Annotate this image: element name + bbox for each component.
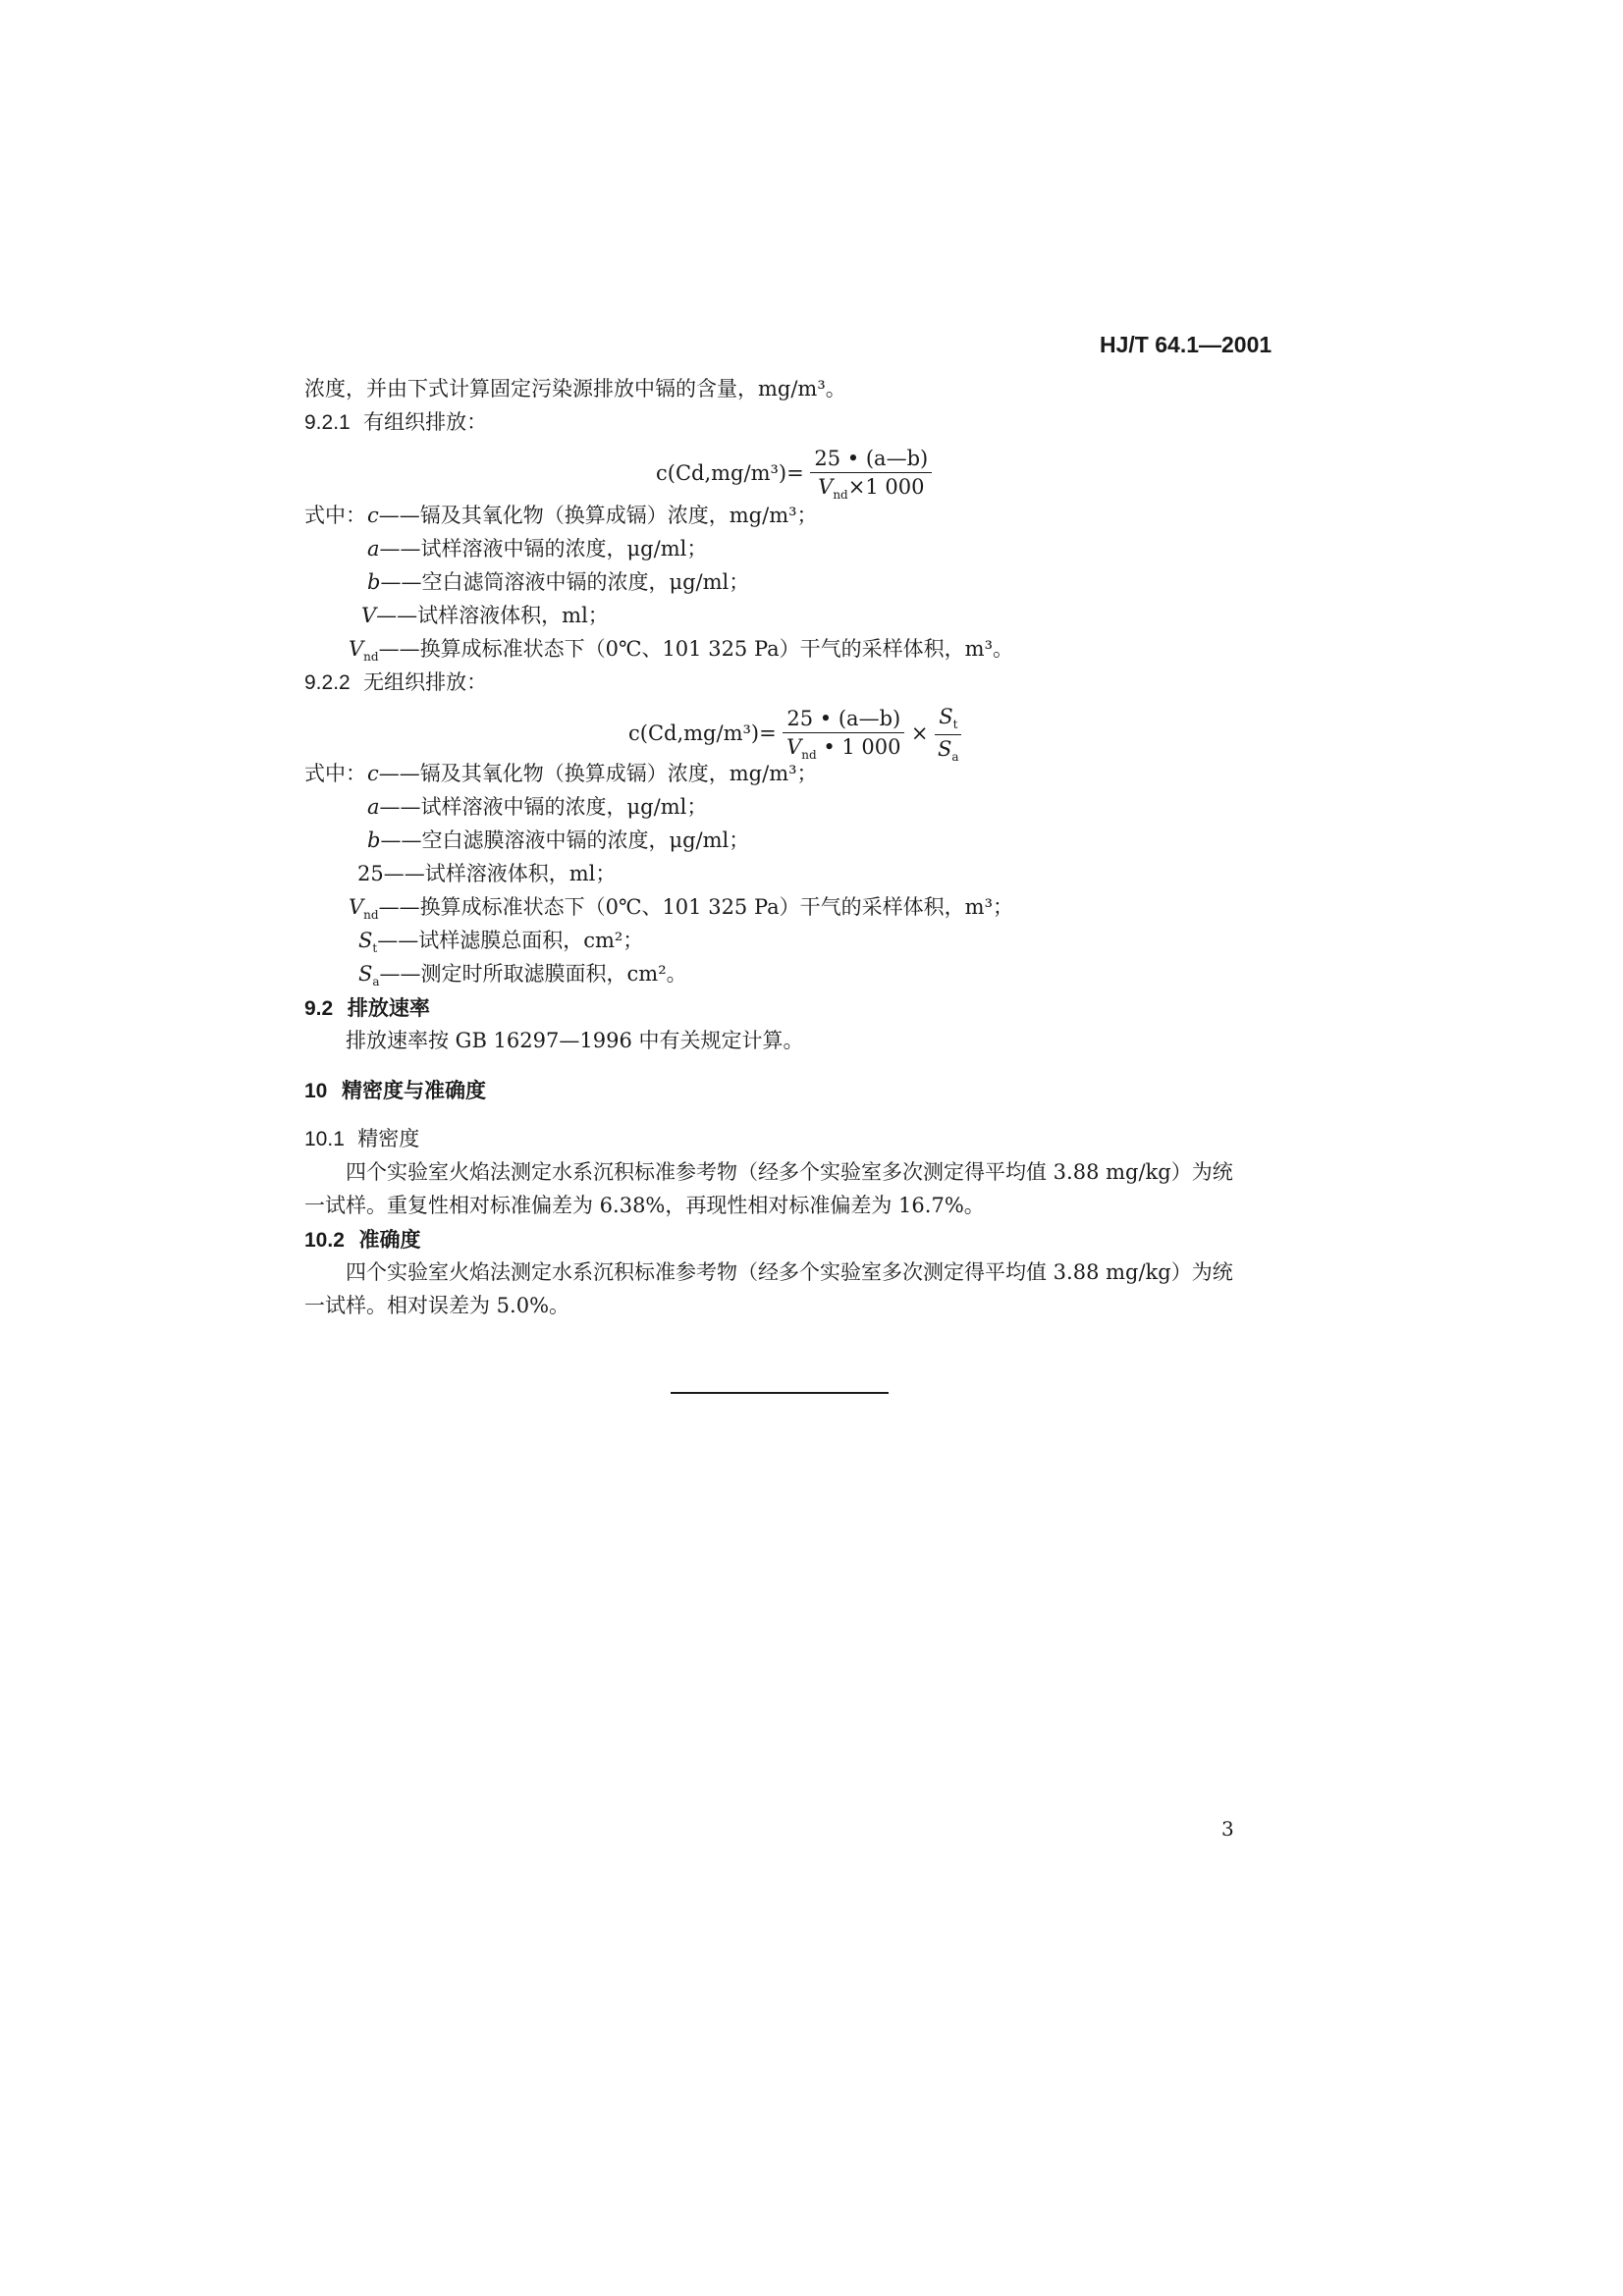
standard-code: HJ/T 64.1—2001 <box>1100 332 1272 357</box>
where-label: 式中： <box>304 762 366 785</box>
formula-lhs: c(Cd,mg/m³)= <box>628 721 777 745</box>
definition-row: $S_t——$试样滤膜总面积，cm²； <box>358 929 644 955</box>
definition-row: a——试样溶液中镉的浓度，μg/ml； <box>367 537 708 561</box>
end-rule <box>671 1392 889 1394</box>
formula-numerator: 25 • (a—b) <box>810 447 932 473</box>
section-9-2-body: 排放速率按 GB 16297—1996 中有关规定计算。 <box>346 1029 804 1052</box>
section-9-2-heading <box>304 997 430 1019</box>
section-title: 有组织排放： <box>363 410 488 434</box>
formula-times: × <box>910 721 929 745</box>
section-10-heading <box>304 1080 486 1101</box>
section-9-2-1-heading <box>304 412 487 433</box>
definition-row: b——空白滤膜溶液中镉的浓度，μg/ml； <box>367 828 750 852</box>
section-number: 10 <box>304 1080 328 1102</box>
section-9-2-2-heading <box>304 672 487 693</box>
formula-numerator: 25 • (a—b) <box>783 707 904 733</box>
area-ratio-fraction <box>935 705 961 765</box>
definition-row: $V_{nd}——$换算成标准状态下（0℃、101 325 Pa）干气的采样体积，m³。 <box>349 637 1013 664</box>
definition-row: a——试样溶液中镉的浓度，μg/ml； <box>367 795 708 819</box>
formula-lhs: c(Cd,mg/m³)= <box>656 460 804 485</box>
section-number: 9.2 <box>304 997 334 1020</box>
definition-row: $V_{nd}——$换算成标准状态下（0℃、101 325 Pa）干气的采样体积，m³； <box>349 895 1013 922</box>
formula-fraction <box>783 707 904 763</box>
section-title: 无组织排放： <box>363 670 488 694</box>
formula-organized <box>656 447 932 503</box>
section-10-1-heading <box>304 1129 419 1149</box>
definition-row: V——试样溶液体积，ml； <box>361 604 609 627</box>
section-title: 精密度与准确度 <box>341 1078 486 1102</box>
section-title: 排放速率 <box>347 995 430 1020</box>
where-label: 式中： <box>304 504 366 527</box>
section-number: 10.2 <box>304 1229 345 1252</box>
section-number: 9.2.1 <box>304 411 351 434</box>
paragraph-line: 四个实验室火焰法测定水系沉积标准参考物（经多个实验室多次测定得平均值 3.88 mg/kg）为统 <box>346 1160 1233 1184</box>
definition-row: c——镉及其氧化物（换算成镉）浓度，mg/m³； <box>367 504 818 527</box>
definition-row: c——镉及其氧化物（换算成镉）浓度，mg/m³； <box>367 762 818 785</box>
formula-fugitive <box>628 705 961 765</box>
intro-line: 浓度，并由下式计算固定污染源排放中镉的含量，mg/m³。 <box>304 377 846 400</box>
paragraph-line: 一试样。重复性相对标准偏差为 6.38%，再现性相对标准偏差为 16.7%。 <box>304 1194 985 1217</box>
section-title: 精密度 <box>357 1127 420 1150</box>
formula-denominator: $V_{nd}\times 1$ 000 <box>818 475 925 503</box>
section-number: 10.1 <box>304 1128 345 1150</box>
formula-fraction <box>810 447 932 503</box>
paragraph-line: 四个实验室火焰法测定水系沉积标准参考物（经多个实验室多次测定得平均值 3.88 mg/kg）为统 <box>346 1260 1233 1284</box>
section-title: 准确度 <box>358 1227 421 1252</box>
area-ratio-numerator: $S_t$ <box>935 705 961 735</box>
definition-row: $S_a——$测定时所取滤膜面积，cm²。 <box>358 962 687 988</box>
definition-row: 25——试样溶液体积，ml； <box>357 862 617 885</box>
area-ratio-denominator: $S_a$ <box>938 736 959 764</box>
section-number: 9.2.2 <box>304 671 351 694</box>
definition-row: b——空白滤筒溶液中镉的浓度，μg/ml； <box>367 570 750 594</box>
paragraph-line: 一试样。相对误差为 5.0%。 <box>304 1294 570 1317</box>
formula-denominator: $V_{nd}$ • 1 000 <box>786 734 901 762</box>
section-10-2-heading <box>304 1229 421 1251</box>
page-number: 3 <box>1221 1817 1234 1841</box>
